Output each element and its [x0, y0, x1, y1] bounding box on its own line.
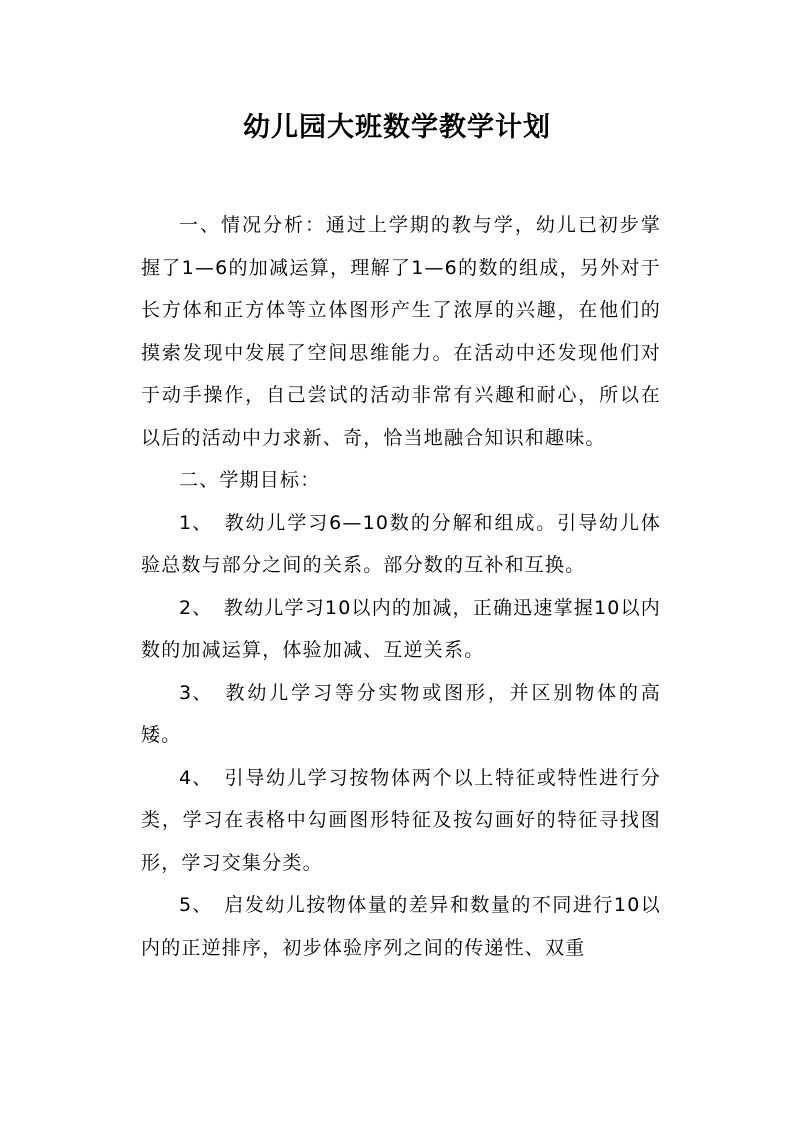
goal-item [141, 672, 661, 757]
goal-item [141, 587, 661, 672]
semester-goals-heading: 二、学期目标： [179, 469, 321, 491]
goal-text: 教幼儿学习6—10数的分解和组成。引导幼儿体验总数与部分之间的关系。部分数的互补和互换。 [141, 511, 661, 576]
goal-item [141, 502, 661, 587]
goal-number: 2、 [179, 596, 213, 619]
situation-analysis-paragraph: 一、情况分析：通过上学期的教与学，幼儿已初步掌握了1—6的加减运算，理解了1—6的数的组成，另外对于长方体和正方体等立体图形产生了浓厚的兴趣，在他们的摸索发现中发展了空间思维能力。在活动中还发现他们对于动手操作，自己尝试的活动非常有兴趣和耐心，所以在以后的活动中力求新、奇，恰当地融合知识和趣味。 [141, 214, 661, 449]
goal-number: 4、 [179, 766, 213, 789]
goal-text: 教幼儿学习等分实物或图形，并区别物体的高矮。 [141, 681, 661, 746]
document-body [141, 204, 661, 969]
goal-number: 1、 [179, 511, 213, 534]
goal-item [141, 757, 661, 885]
goal-number: 3、 [179, 681, 213, 704]
goal-number: 5、 [179, 894, 213, 916]
goal-text: 启发幼儿按物体量的差异和数量的不同进行10以内的正逆排序，初步体验序列之间的传递性、双重 [141, 894, 661, 959]
goal-text: 教幼儿学习10以内的加减，正确迅速掌握10以内数的加减运算，体验加减、互逆关系。 [141, 596, 661, 661]
goal-item [141, 884, 661, 969]
document-title: 幼儿园大班数学教学计划 [243, 112, 551, 143]
goal-text: 引导幼儿学习按物体两个以上特征或特性进行分类，学习在表格中勾画图形特征及按勾画好的特征寻找图形，学习交集分类。 [141, 766, 661, 874]
